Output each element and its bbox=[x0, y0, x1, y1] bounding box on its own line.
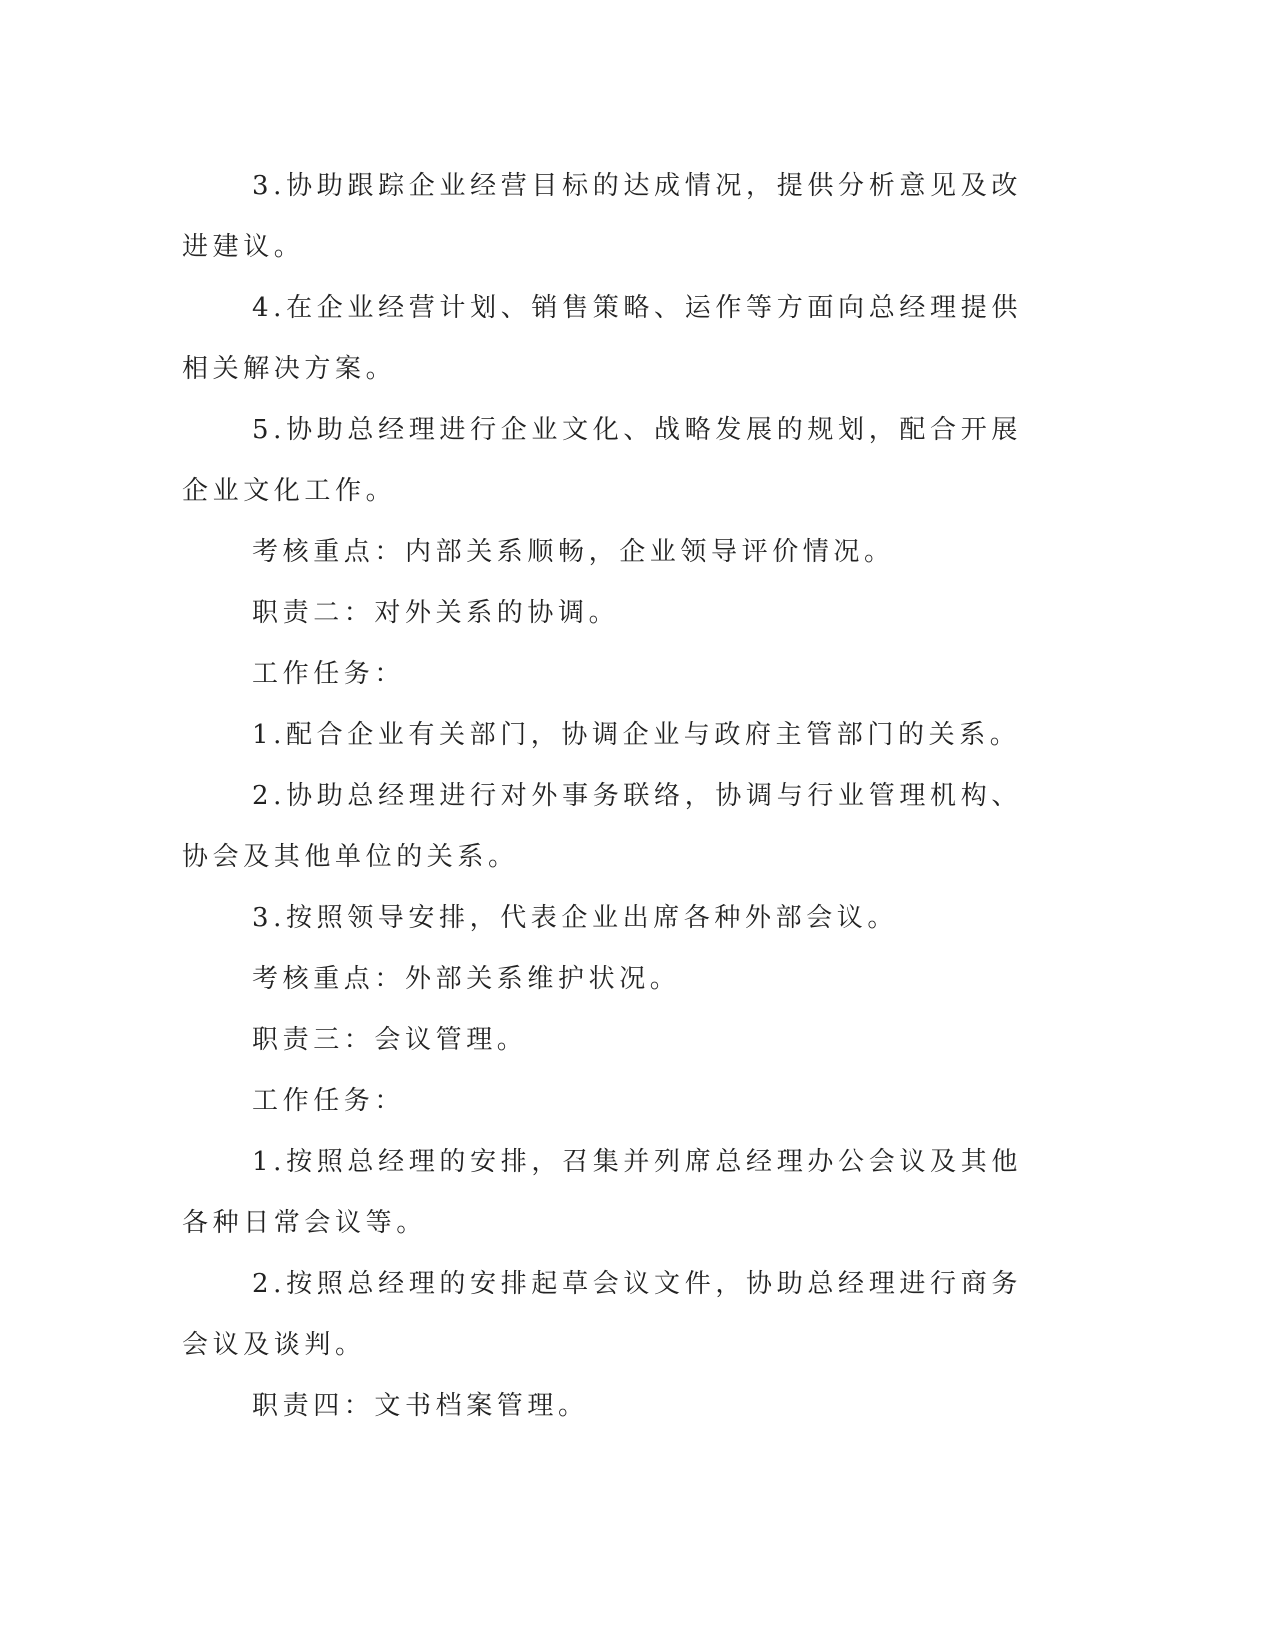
paragraph: 考核重点：外部关系维护状况。 bbox=[252, 964, 681, 994]
paragraph: 3.按照领导安排，代表企业出席各种外部会议。 bbox=[252, 903, 899, 933]
paragraph: 2.按照总经理的安排起草会议文件，协助总经理进行商务会议及谈判。 bbox=[182, 1269, 1022, 1360]
paragraph: 5.协助总经理进行企业文化、战略发展的规划，配合开展企业文化工作。 bbox=[182, 415, 1022, 506]
paragraph: 1.按照总经理的安排，召集并列席总经理办公会议及其他各种日常会议等。 bbox=[182, 1147, 1022, 1238]
subheading: 工作任务： bbox=[252, 659, 406, 689]
subheading: 工作任务： bbox=[252, 1086, 406, 1116]
paragraph: 4.在企业经营计划、销售策略、运作等方面向总经理提供相关解决方案。 bbox=[182, 293, 1022, 384]
paragraph: 1.配合企业有关部门，协调企业与政府主管部门的关系。 bbox=[252, 720, 1021, 750]
paragraph: 3.协助跟踪企业经营目标的达成情况，提供分析意见及改进建议。 bbox=[182, 171, 1022, 262]
section-heading: 职责二：对外关系的协调。 bbox=[252, 598, 620, 628]
paragraph: 2.协助总经理进行对外事务联络，协调与行业管理机构、协会及其他单位的关系。 bbox=[182, 781, 1022, 872]
section-heading: 职责三：会议管理。 bbox=[252, 1025, 528, 1055]
section-heading: 职责四：文书档案管理。 bbox=[252, 1391, 589, 1421]
document-body bbox=[182, 156, 1022, 1437]
paragraph: 考核重点：内部关系顺畅，企业领导评价情况。 bbox=[252, 537, 895, 567]
